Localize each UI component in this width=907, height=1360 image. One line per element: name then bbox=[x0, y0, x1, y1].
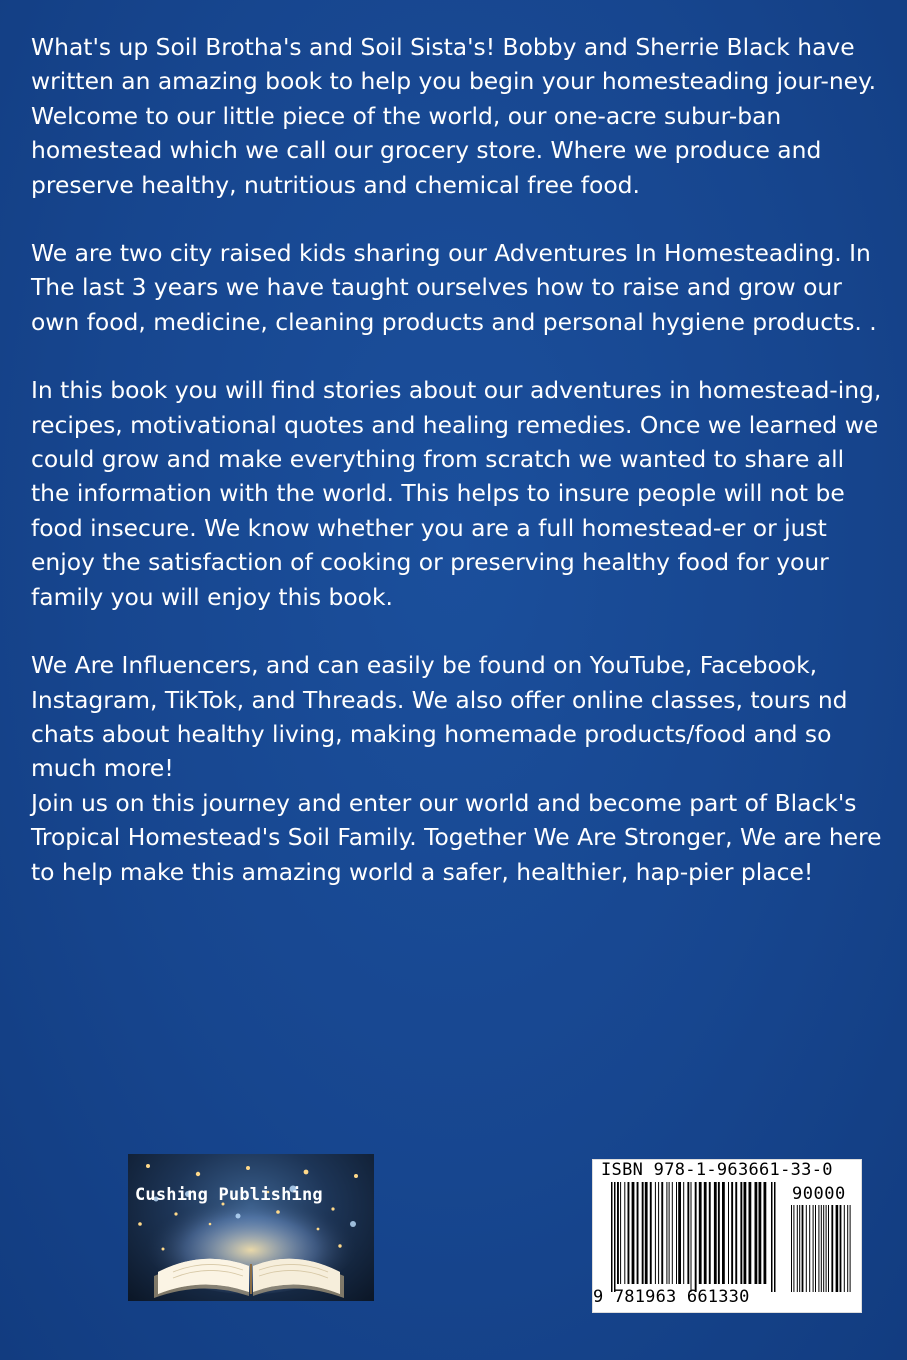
barcode-bar bbox=[669, 1182, 670, 1284]
barcode-bar bbox=[728, 1182, 729, 1284]
paragraph-intro: What's up Soil Brotha's and Soil Sista's! Bobby and Sherrie Black have written an amazing book to help you begin your homesteading jour-ney. Welcome to our little piece of the world, our one-acre subur-ban homestead which we call our grocery store. Where we produce and preserve healthy, nutritious and chemical free food. bbox=[31, 33, 877, 199]
barcode-bar bbox=[831, 1205, 833, 1292]
paragraph-about-us: We are two city raised kids sharing our Adventures In Homesteading. In The last 3 years we have taught ourselves how to raise and grow our own food, medicine, cleaning products and personal hygiene products. . bbox=[31, 239, 877, 336]
barcode-bar bbox=[774, 1182, 776, 1292]
barcode-bar bbox=[847, 1205, 848, 1292]
paragraph-influencers: We Are Influencers, and can easily be found on YouTube, Facebook, Instagram, TikTok, and Threads. We also offer online classes, tours nd chats about healthy living, making homemade products/food and so much more! bbox=[31, 651, 848, 783]
barcode-bar bbox=[620, 1182, 621, 1284]
barcode-bar bbox=[823, 1205, 824, 1292]
barcode-bar bbox=[718, 1182, 720, 1284]
barcode-bar bbox=[815, 1205, 816, 1292]
barcode-bar bbox=[704, 1182, 707, 1284]
barcode-bar bbox=[836, 1205, 839, 1292]
barcode-bar bbox=[683, 1182, 684, 1284]
barcode-bar bbox=[850, 1205, 851, 1292]
barcode-bar bbox=[709, 1182, 711, 1284]
barcode-bar bbox=[749, 1182, 752, 1284]
barcode-addon-digits: 90000 bbox=[792, 1184, 846, 1204]
isbn-label: ISBN 978-1-963661-33-0 bbox=[601, 1160, 833, 1180]
barcode-bar bbox=[791, 1205, 792, 1292]
barcode-bar bbox=[632, 1182, 635, 1284]
barcode-bar bbox=[611, 1182, 613, 1292]
barcode-bar bbox=[844, 1205, 845, 1292]
back-cover-blurb bbox=[31, 30, 883, 889]
barcode-bar bbox=[759, 1182, 762, 1284]
barcode-bar bbox=[806, 1205, 807, 1292]
barcode-bar bbox=[642, 1182, 644, 1284]
paragraph-join-us: Join us on this journey and enter our world and become part of Black's Tropical Homestead's Soil Family. Together We Are Stronger, We are here to help make this amazing world a safer, healthier, hap-pier place! bbox=[31, 788, 882, 886]
barcode-bar bbox=[797, 1205, 798, 1292]
barcode-bar bbox=[735, 1182, 737, 1284]
barcode-bar bbox=[813, 1205, 814, 1292]
barcode-bar bbox=[637, 1182, 639, 1284]
barcode-bar bbox=[828, 1205, 829, 1292]
barcode-bar bbox=[687, 1182, 689, 1284]
barcode-bar bbox=[731, 1182, 733, 1284]
publisher-name: Cushing Publishing bbox=[135, 1185, 323, 1205]
barcode-bar bbox=[658, 1182, 659, 1284]
barcode-bar bbox=[755, 1182, 758, 1284]
barcode-bar bbox=[821, 1205, 822, 1292]
barcode-bar bbox=[676, 1182, 677, 1284]
barcode-bar bbox=[672, 1182, 673, 1284]
barcode-bar bbox=[818, 1205, 819, 1292]
barcode-bar bbox=[764, 1182, 767, 1284]
barcode-bar bbox=[802, 1205, 804, 1292]
barcode-bar bbox=[826, 1205, 827, 1292]
barcode-bar bbox=[793, 1205, 794, 1292]
barcode-bar bbox=[840, 1205, 842, 1292]
open-book-sparkles-image bbox=[128, 1154, 374, 1301]
barcode-bar bbox=[661, 1182, 663, 1284]
barcode-bar bbox=[744, 1182, 747, 1284]
isbn-barcode bbox=[592, 1159, 862, 1313]
publisher-logo bbox=[128, 1154, 374, 1301]
barcode-bar bbox=[714, 1182, 717, 1284]
barcode-bar bbox=[809, 1205, 810, 1292]
barcode-bar bbox=[614, 1182, 616, 1292]
barcode-bar bbox=[617, 1182, 619, 1284]
barcode-bar bbox=[650, 1182, 652, 1284]
barcode-bar bbox=[695, 1182, 697, 1292]
barcode-bar bbox=[666, 1182, 667, 1284]
barcode-bar bbox=[722, 1182, 725, 1284]
barcode-bar bbox=[740, 1182, 742, 1284]
barcode-bar bbox=[678, 1182, 681, 1284]
barcode-bar bbox=[771, 1182, 773, 1292]
barcode-bar bbox=[691, 1182, 692, 1292]
barcode-bar bbox=[624, 1182, 625, 1284]
barcode-bar bbox=[799, 1205, 800, 1292]
barcode-bar bbox=[699, 1182, 702, 1284]
paragraph-book-contents: In this book you will find stories about our adventures in homestead-ing, recipes, motivational quotes and healing remedies. Once we learned we could grow and make everything from scratch we wanted to share all the information with the world. This helps to insure people will not be food insecure. We know whether you are a full homestead-er or just enjoy the satisfaction of cooking or preserving healthy food for your family you will enjoy this book. bbox=[31, 376, 882, 611]
barcode-bar bbox=[628, 1182, 630, 1284]
barcode-ean-digits: 9 781963 661330 bbox=[593, 1287, 750, 1307]
barcode-bar bbox=[655, 1182, 656, 1284]
barcode-bar bbox=[645, 1182, 648, 1284]
